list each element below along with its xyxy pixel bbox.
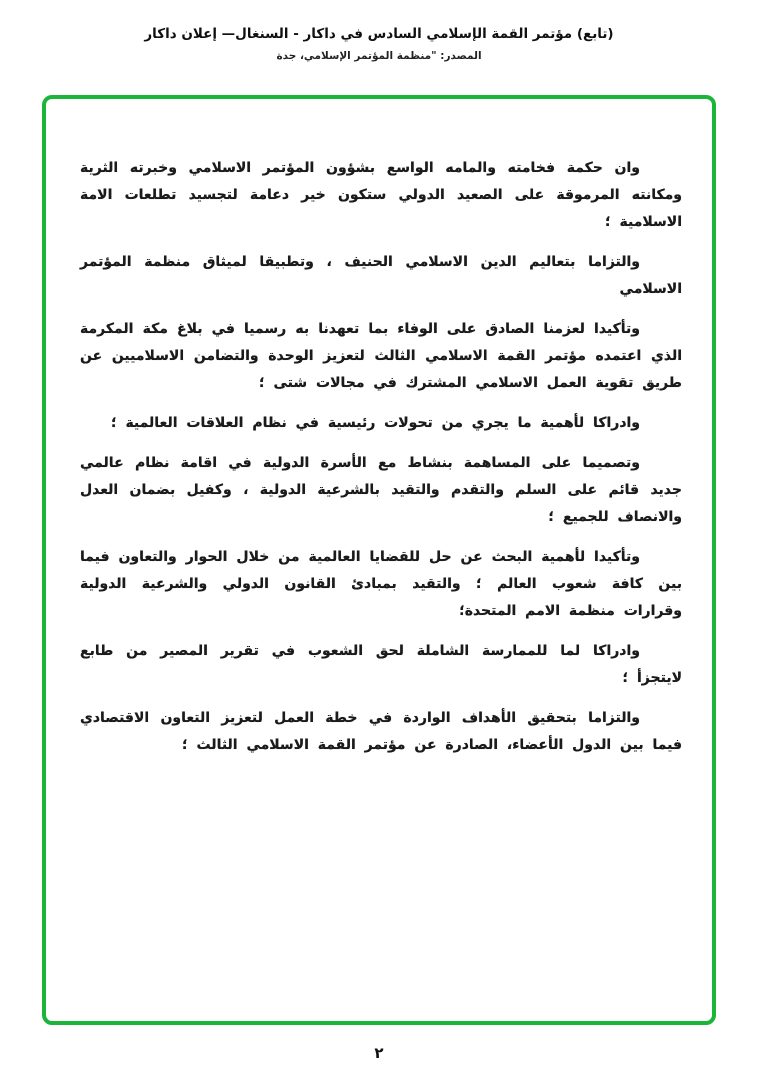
paragraph: وادراكا لأهمية ما يجري من تحولات رئيسية في نظام العلاقات العالمية ؛ <box>110 415 640 431</box>
paragraph: وان حكمة فخامته والمامه الواسع بشؤون المؤتمر الاسلامي وخبرته الثرية ومكانته المرموقة على الصعيد الدولي ستكون خير دعامة لتجسيد تطلعات الامة الاسلامية ؛ <box>80 160 682 230</box>
scanned-document-frame <box>42 95 716 1025</box>
document-title: (تابع) مؤتمر القمة الإسلامي السادس في داكار - السنغال— إعلان داكار <box>144 26 614 42</box>
paragraph: وتأكيدا لأهمية البحث عن حل للقضايا العالمية من خلال الحوار والتعاون فيما بين كافة شعوب العالم ؛ والتقيد بمبادئ القانون الدولي والشرعية الدولية وقرارات منظمة الامم المتحدة؛ <box>80 549 682 619</box>
paragraph: والتزاما بتحقيق الأهداف الواردة في خطة العمل لتعزيز التعاون الاقتصادي فيما بين الدول الأعضاء، الصادرة عن مؤتمر القمة الاسلامي الثالث ؛ <box>80 710 682 753</box>
paragraph: وتأكيدا لعزمنا الصادق على الوفاء بما تعهدنا به رسميا في بلاغ مكة المكرمة الذي اعتمده مؤتمر القمة الاسلامي الثالث لتعزيز الوحدة والتضامن الاسلاميين عن طريق تقوية العمل الاسلامي المشترك في مجالات شتى ؛ <box>80 321 682 391</box>
page-number: ٢ <box>374 1044 384 1062</box>
paragraph: والتزاما بتعاليم الدين الاسلامي الحنيف ، وتطبيقا لميثاق منظمة المؤتمر الاسلامي <box>80 254 682 297</box>
document-body-text <box>46 99 712 759</box>
paragraph: وادراكا لما للممارسة الشاملة لحق الشعوب في تقرير المصير من طابع لايتجزأ ؛ <box>80 643 682 686</box>
document-source: المصدر: "منظمة المؤتمر الإسلامي، جدة <box>276 50 482 62</box>
paragraph: وتصميما على المساهمة بنشاط مع الأسرة الدولية في اقامة نظام عالمي جديد قائم على السلم والتقدم والتقيد بالشرعية الدولية ، وكفيل بضمان العدل والانصاف للجميع ؛ <box>80 455 682 525</box>
page-header <box>0 0 758 62</box>
